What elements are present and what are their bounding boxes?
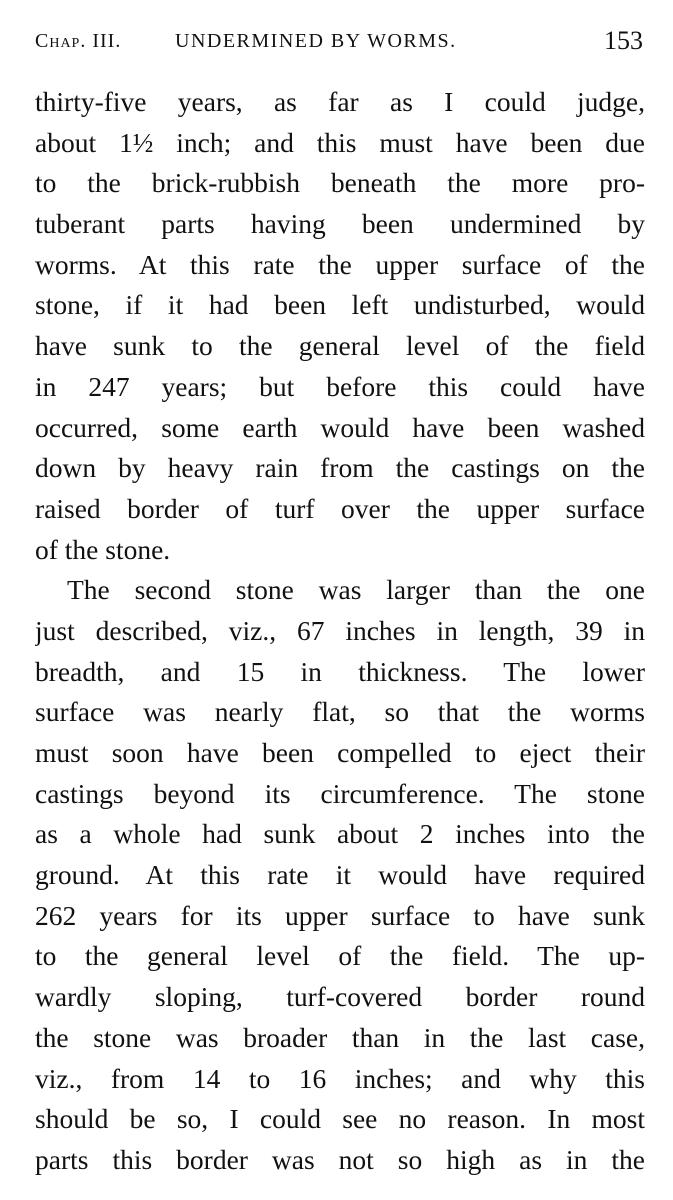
text-line: tuberant parts having been undermined by xyxy=(35,208,645,240)
text-line: thirty-five years, as far as I could judge, xyxy=(35,86,645,117)
text-line: castings beyond its circumference. The stone xyxy=(35,777,645,809)
text-line: in 247 years; but before this could have xyxy=(35,370,645,402)
text-line: stone, if it had been left undisturbed, would xyxy=(35,289,645,321)
text-line: of the stone. xyxy=(35,533,171,565)
text-line: down by heavy rain from the castings on the xyxy=(35,452,645,484)
text-line: raised border of turf over the upper surface xyxy=(35,492,645,524)
text-line: worms. At this rate the upper surface of the xyxy=(35,248,645,280)
text-line: to the general level of the field. The up- xyxy=(35,940,645,972)
body-text xyxy=(35,82,645,1181)
text-line: wardly sloping, turf-covered border round xyxy=(35,981,645,1013)
text-line: have sunk to the general level of the field xyxy=(35,330,645,362)
paragraph-2 xyxy=(35,570,645,1180)
text-line: the stone was broader than in the last case, xyxy=(35,1021,645,1053)
text-line: as a whole had sunk about 2 inches into the xyxy=(35,818,645,850)
paragraph-1 xyxy=(35,82,645,570)
text-line: about 1½ inch; and this must have been due xyxy=(35,126,645,158)
running-head xyxy=(35,26,643,62)
text-line: breadth, and 15 in thickness. The lower xyxy=(35,655,645,687)
running-title: UNDERMINED BY WORMS. xyxy=(175,30,457,52)
text-line: just described, viz., 67 inches in length, 39 in xyxy=(35,614,645,646)
text-line: surface was nearly flat, so that the worms xyxy=(35,696,645,728)
text-line: ground. At this rate it would have required xyxy=(35,859,645,891)
chapter-label: Chap. III. xyxy=(35,30,122,52)
text-line: The second stone was larger than the one xyxy=(67,574,645,606)
text-line: should be so, I could see no reason. In most xyxy=(35,1103,645,1135)
page-number: 153 xyxy=(604,26,643,55)
text-line: parts this border was not so high as in the xyxy=(35,1143,645,1175)
text-line: viz., from 14 to 16 inches; and why this xyxy=(35,1062,645,1094)
text-line: 262 years for its upper surface to have sunk xyxy=(35,899,645,931)
text-line: must soon have been compelled to eject their xyxy=(35,737,645,768)
text-line: to the brick-rubbish beneath the more pro- xyxy=(35,167,645,199)
text-line: occurred, some earth would have been washed xyxy=(35,411,645,443)
